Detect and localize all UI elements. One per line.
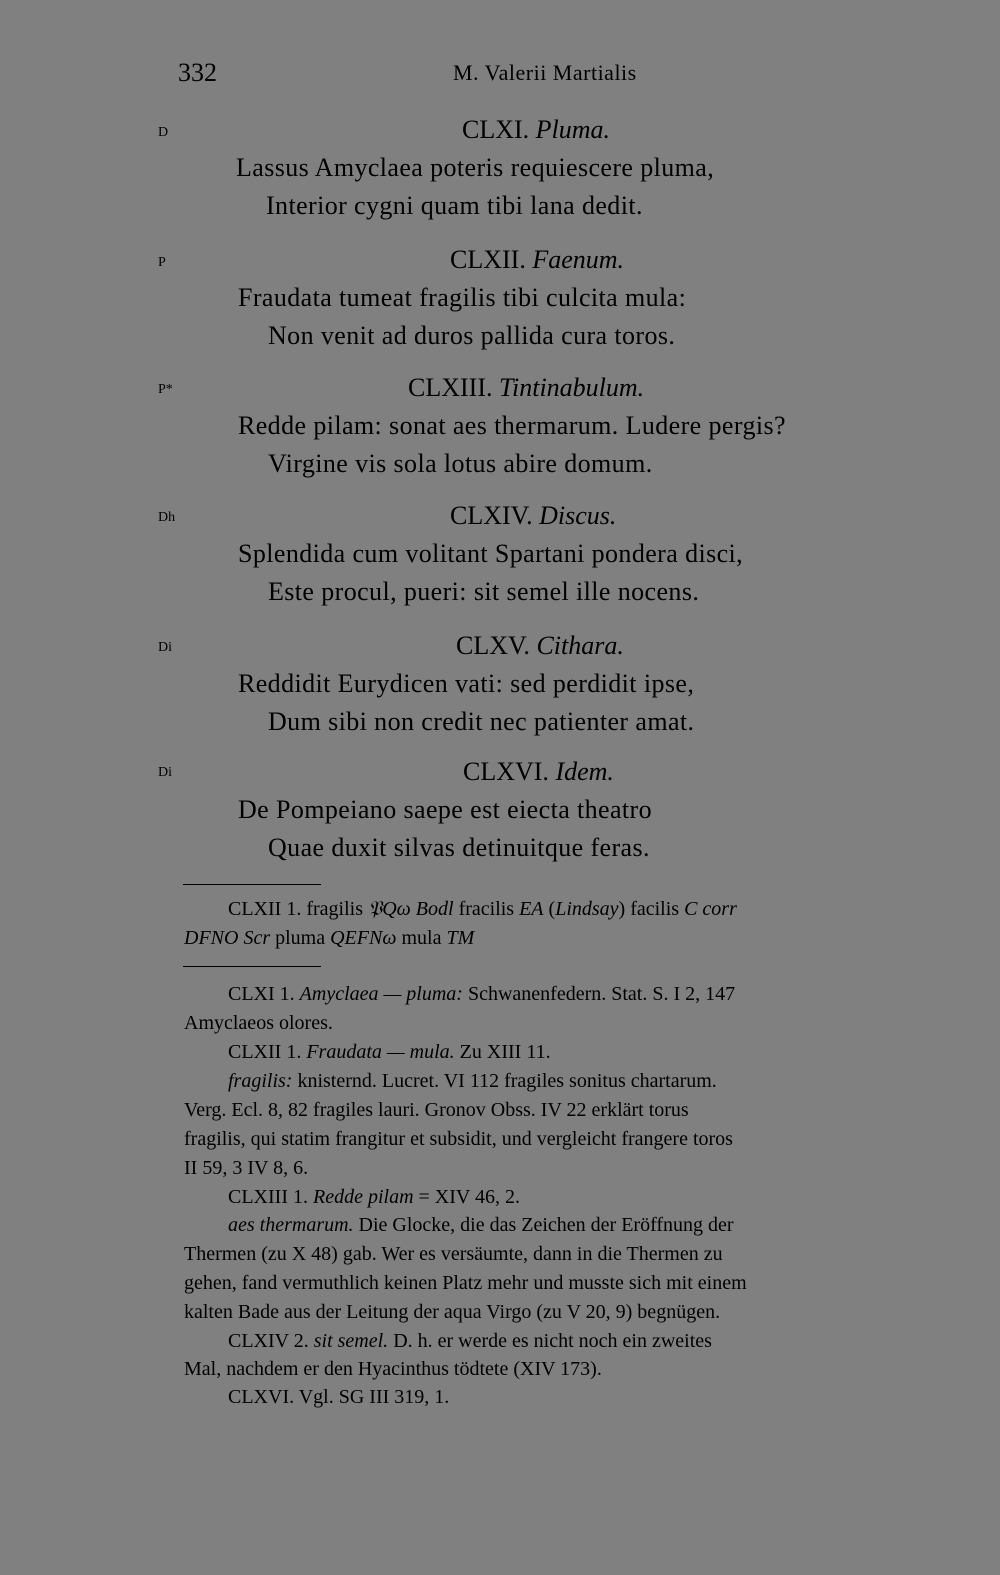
apparatus-text: fracilis [453,898,520,920]
poem-number: CLXV. [456,631,530,660]
note-line: CLXVI. Vgl. SG III 319, 1. [228,1386,450,1408]
apparatus-text: ) facilis [618,898,685,920]
poem-heading: Discus. [539,501,617,530]
apparatus-sigla: TM [446,927,475,949]
poem-title [462,115,610,145]
apparatus-sigla: Lindsay [555,898,619,920]
note-line [228,1041,551,1064]
siglum: Di [158,640,172,655]
poem-title [408,373,644,403]
divider-rule [183,966,321,967]
note-line [228,983,735,1006]
poem-heading: Tintinabulum. [498,373,645,402]
note-line: Mal, nachdem er den Hyacinthus tödtete (XIV 173). [184,1358,602,1380]
note-line [228,1070,717,1093]
note-line: gehen, fand vermuthlich keinen Platz mehr und musste sich mit einem [184,1272,747,1294]
poem-number: CLXVI. [463,757,549,786]
apparatus-sigla: QEFNω [330,927,397,949]
note-text: CLXI 1. [228,983,300,1005]
apparatus-text: ( [543,898,556,920]
note-lemma: fragilis: [228,1070,293,1092]
note-line: II 59, 3 IV 8, 6. [184,1157,309,1179]
note-lemma: Redde pilam [312,1186,414,1208]
siglum: D [158,125,169,140]
poem-heading: Faenum. [532,245,625,274]
apparatus-sigla: 𝔓Qω Bodl [367,898,454,920]
siglum: Di [158,765,172,780]
poem-title [450,245,624,275]
note-line: Thermen (zu X 48) gab. Wer es versäumte, dann in die Thermen zu [184,1243,723,1265]
verse-line: Reddidit Eurydicen vati: sed perdidit ipse, [238,669,695,698]
note-text: = XIV 46, 2. [413,1186,520,1208]
verse-line: Dum sibi non credit nec patienter amat. [268,707,695,736]
note-text: Die Glocke, die das Zeichen der Eröffnung der [353,1214,734,1236]
running-title: M. Valerii Martialis [453,60,637,85]
note-lemma: aes thermarum. [228,1214,354,1236]
note-text: D. h. er werde es nicht noch ein zweites [388,1330,712,1352]
verse-line: De Pompeiano saepe est eiecta theatro [238,795,653,824]
siglum: P [158,255,166,270]
verse-line: Redde pilam: sonat aes thermarum. Ludere pergis? [238,411,786,440]
note-line [228,1186,520,1209]
verse-line: Fraudata tumeat fragilis tibi culcita mula: [238,283,687,312]
note-line [228,1214,734,1237]
apparatus-line [228,898,737,921]
note-lemma: Fraudata — mula. [306,1041,455,1063]
note-line: Amyclaeos olores. [184,1012,333,1034]
poem-heading: Cithara. [536,631,624,660]
verse-line: Lassus Amyclaea poteris requiescere pluma, [236,153,715,182]
apparatus-text: mula [396,927,447,949]
poem-number: CLXIII. [408,373,493,402]
note-lemma: Amyclaea — pluma: [299,983,463,1005]
apparatus-sigla: EA [519,898,544,920]
note-text: CLXII 1. [228,1041,307,1063]
poem-number: CLXII. [450,245,526,274]
verse-line: Virgine vis sola lotus abire domum. [268,449,653,478]
verse-line: Quae duxit silvas detinuitque feras. [268,833,650,862]
poem-heading: Pluma. [535,115,611,144]
poem-title [463,757,614,787]
verse-line: Este procul, pueri: sit semel ille nocens. [268,577,700,606]
note-text: knisternd. Lucret. VI 112 fragiles sonitus chartarum. [292,1070,717,1092]
divider-rule [183,884,321,885]
verse-line: Splendida cum volitant Spartani pondera disci, [238,539,744,568]
note-line [228,1330,712,1353]
apparatus-text: CLXII 1. fragilis [228,898,368,920]
poem-heading: Idem. [555,757,614,786]
note-text: Schwanenfedern. Stat. S. I 2, 147 [462,983,736,1005]
note-line: fragilis, qui statim frangitur et subsidit, und vergleicht frangere toros [184,1128,733,1150]
poem-number: CLXIV. [450,501,533,530]
note-line: Verg. Ecl. 8, 82 fragiles lauri. Gronov Obss. IV 22 erklärt torus [184,1099,689,1121]
note-text: CLXIII 1. [228,1186,313,1208]
note-line: kalten Bade aus der Leitung der aqua Virgo (zu V 20, 9) begnügen. [184,1301,721,1323]
poem-title [456,631,624,661]
page-number: 332 [178,58,217,87]
note-lemma: sit semel. [313,1330,389,1352]
note-text: CLXIV 2. [228,1330,314,1352]
apparatus-line [184,927,474,950]
poem-title [450,501,616,531]
apparatus-text: pluma [270,927,331,949]
siglum: Dh [158,510,176,525]
note-text: Zu XIII 11. [454,1041,551,1063]
apparatus-sigla: DFNO Scr [184,927,271,949]
apparatus-sigla: C corr [684,898,737,920]
siglum: P* [158,382,173,397]
verse-line: Non venit ad duros pallida cura toros. [268,321,676,350]
verse-line: Interior cygni quam tibi lana dedit. [266,191,643,220]
poem-number: CLXI. [462,115,530,144]
